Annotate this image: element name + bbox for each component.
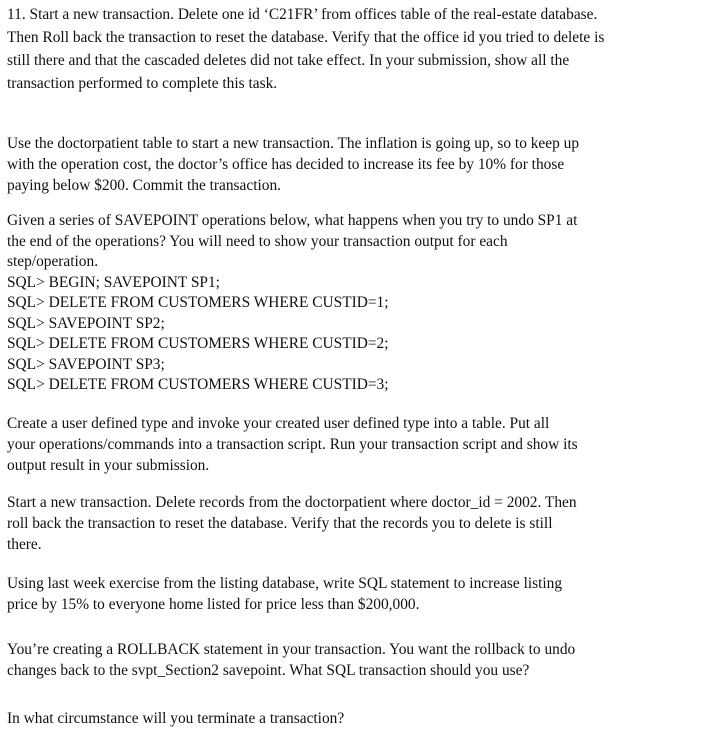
paragraph-line: Use the doctorpatient table to start a new transaction. The inflation is going up, so to keep up <box>7 135 580 152</box>
rollback-doctor-question <box>7 492 701 555</box>
paragraph-line: there. <box>7 536 42 553</box>
paragraph-line: price by 15% to everyone home listed for price less than $200,000. <box>7 596 420 613</box>
paragraph-line: step/operation. <box>7 253 99 270</box>
paragraph-line: changes back to the svpt_Section2 savepoint. What SQL transaction should you use? <box>7 662 530 679</box>
question-11-line: Then Roll back the transaction to reset the database. Verify that the office id you tried to delete is <box>7 29 605 46</box>
sql-statement: SQL> BEGIN; SAVEPOINT SP1; <box>7 273 220 291</box>
rollback-savepoint-question <box>7 639 701 681</box>
paragraph-line: output result in your submission. <box>7 457 210 474</box>
paragraph-line: the end of the operations? You will need to show your transaction output for each <box>7 232 508 250</box>
sql-statement: SQL> SAVEPOINT SP3; <box>7 355 165 373</box>
question-11-line: transaction performed to complete this task. <box>7 75 278 92</box>
doctorpatient-fee-question <box>7 133 701 196</box>
sql-statement: SQL> DELETE FROM CUSTOMERS WHERE CUSTID=1; <box>7 294 389 311</box>
sql-statement: SQL> DELETE FROM CUSTOMERS WHERE CUSTID=2; <box>7 335 389 352</box>
question-11-line: still there and that the cascaded deletes did not take effect. In your submission, show all the <box>7 52 570 69</box>
paragraph-line: In what circumstance will you terminate a transaction? <box>7 710 345 727</box>
paragraph-line: Given a series of SAVEPOINT operations below, what happens when you try to undo SP1 at <box>7 212 578 229</box>
question-11 <box>7 3 701 95</box>
question-11-line: 11. Start a new transaction. Delete one id ‘C21FR’ from offices table of the real-estate database. <box>7 6 598 23</box>
paragraph-line: Start a new transaction. Delete records from the doctorpatient where doctor_id = 2002. Then <box>7 494 577 511</box>
paragraph-line: Create a user defined type and invoke your created user defined type into a table. Put all <box>7 415 550 432</box>
terminate-transaction-question <box>7 708 701 729</box>
savepoint-question <box>7 211 701 396</box>
listing-price-question <box>7 573 701 615</box>
paragraph-line: with the operation cost, the doctor’s office has decided to increase its fee by 10% for those <box>7 156 565 173</box>
paragraph-line: paying below $200. Commit the transaction. <box>7 177 281 194</box>
sql-statement: SQL> SAVEPOINT SP2; <box>7 314 165 332</box>
paragraph-line: Using last week exercise from the listing database, write SQL statement to increase listing <box>7 575 563 592</box>
paragraph-line: roll back the transaction to reset the database. Verify that the records you to delete is still <box>7 515 553 532</box>
paragraph-line: You’re creating a ROLLBACK statement in your transaction. You want the rollback to undo <box>7 641 576 658</box>
user-defined-type-question <box>7 413 701 476</box>
paragraph-line: your operations/commands into a transaction script. Run your transaction script and show its <box>7 436 578 453</box>
sql-statement: SQL> DELETE FROM CUSTOMERS WHERE CUSTID=3; <box>7 376 389 393</box>
